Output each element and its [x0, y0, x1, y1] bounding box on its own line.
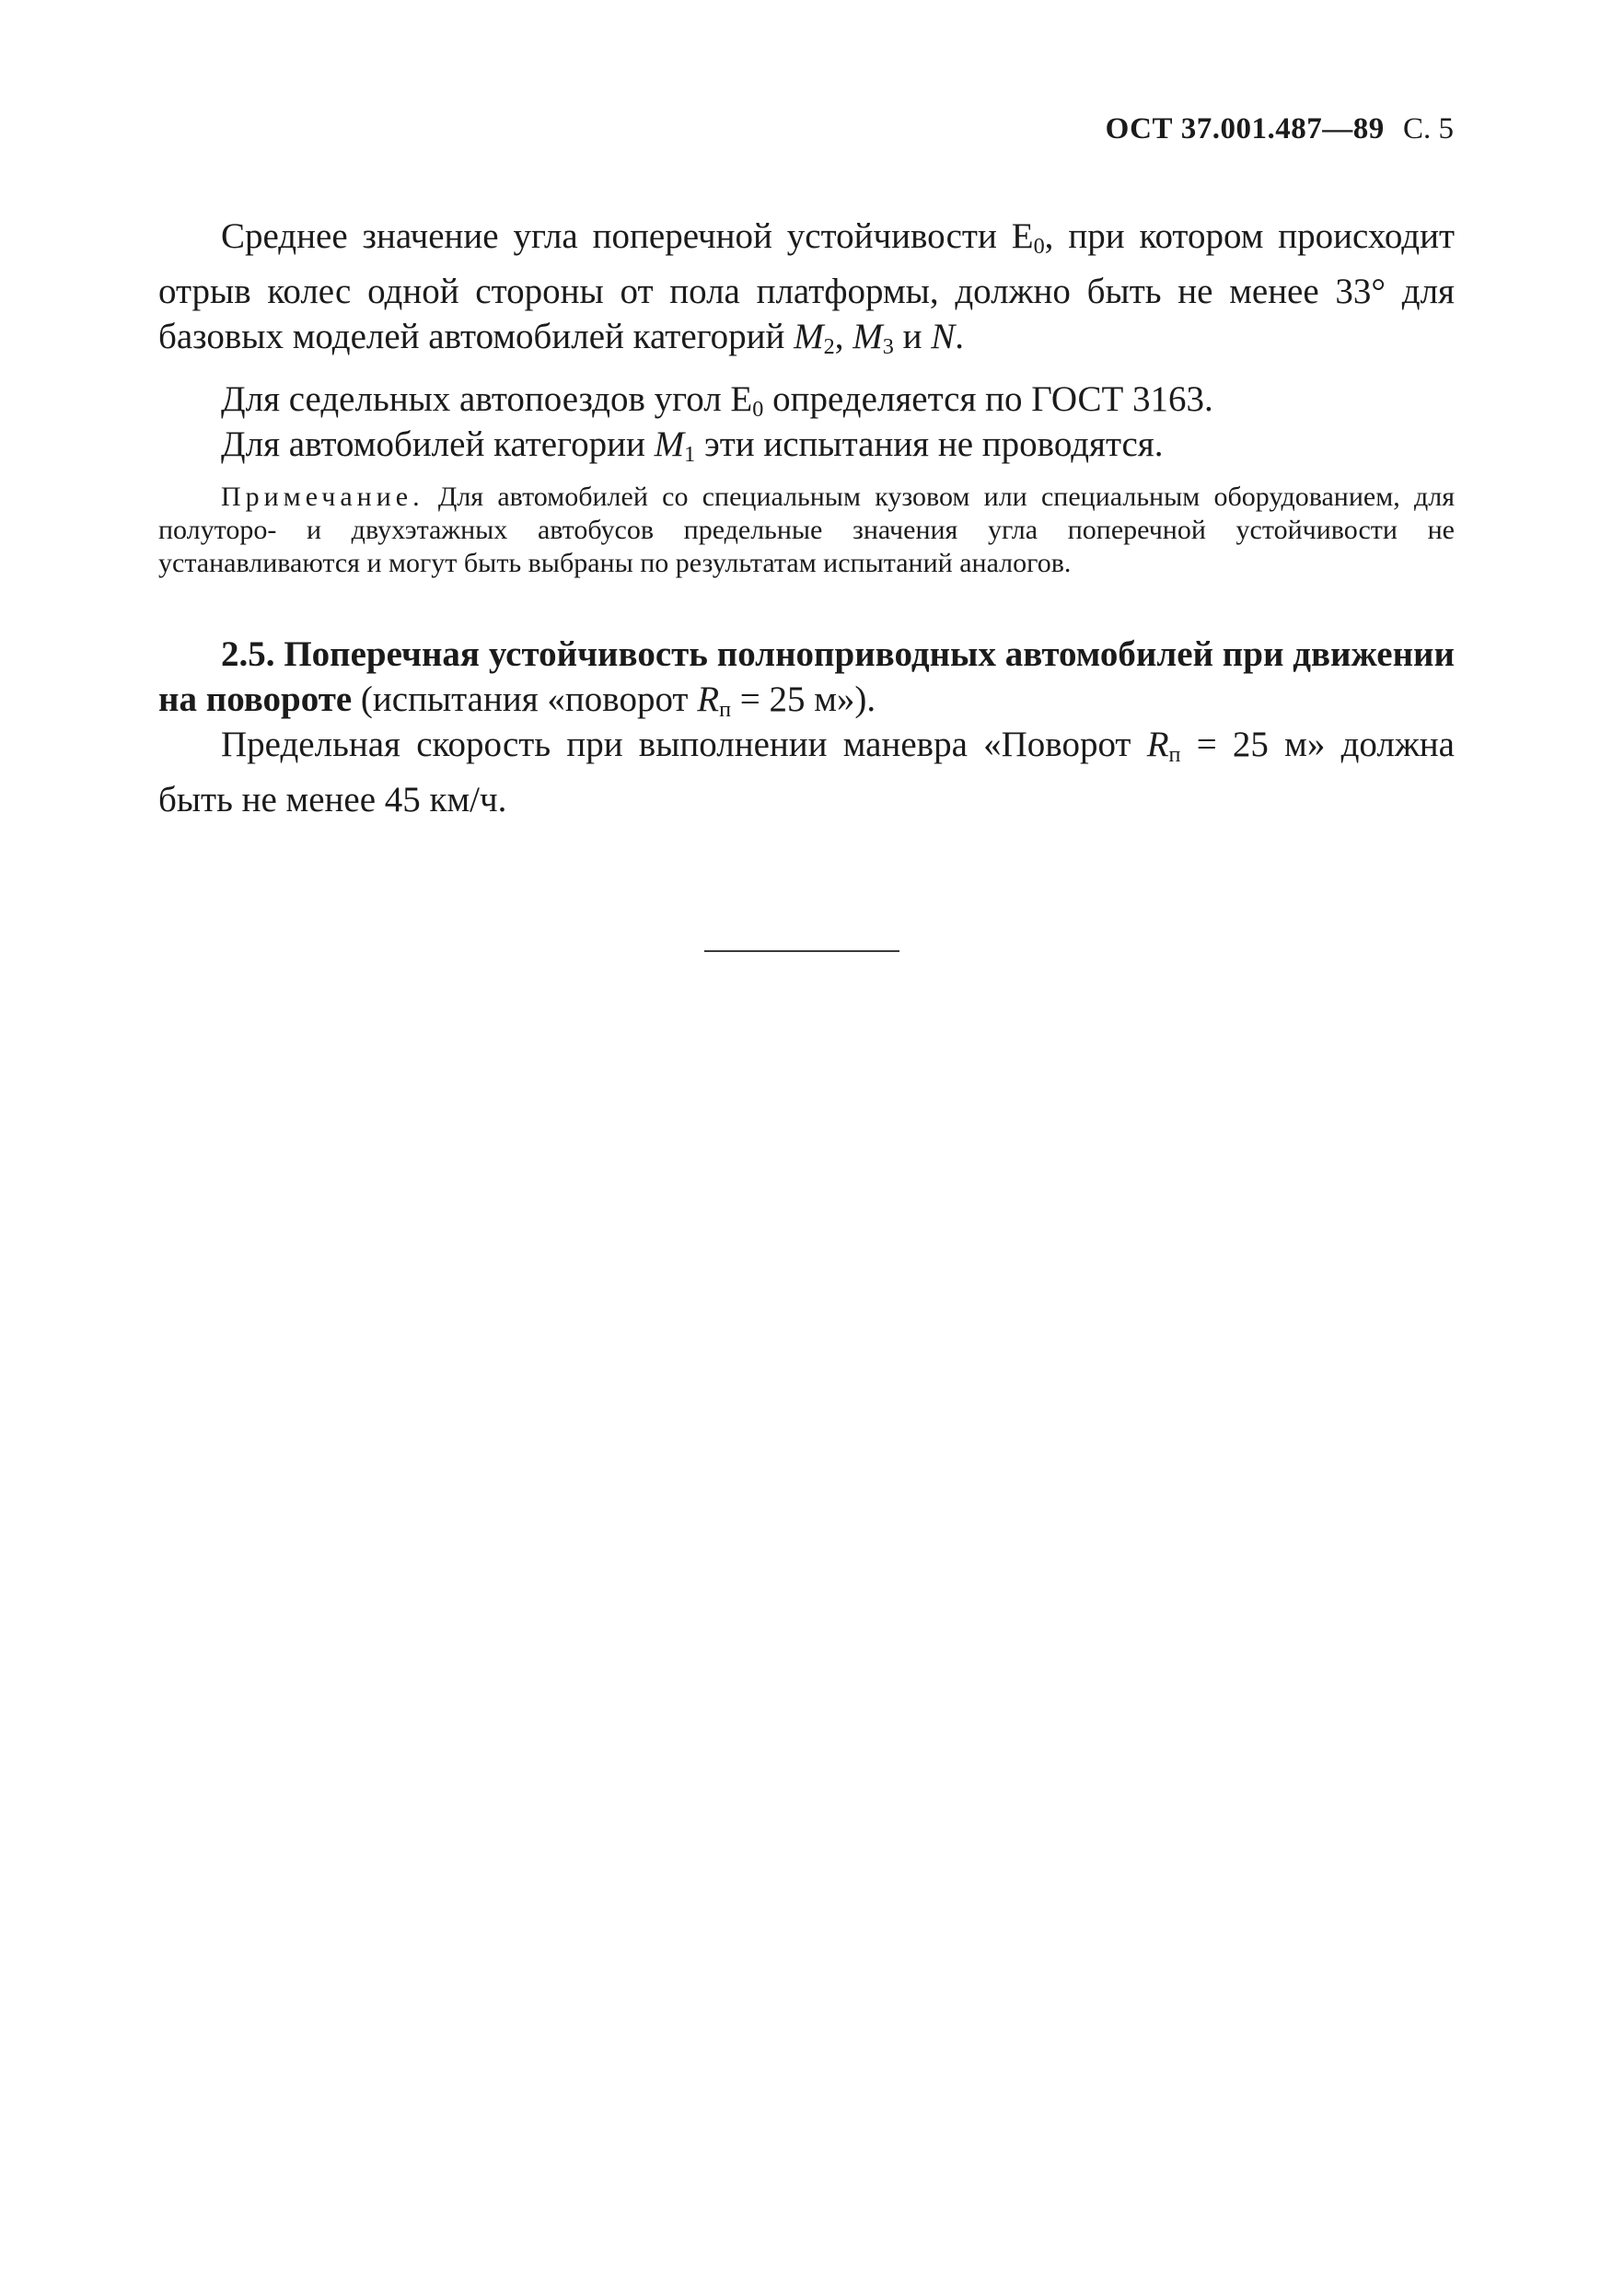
section-2-5-title: 2.5. Поперечная устойчивость полноприводных автомобилей при движении на повороте	[158, 634, 1455, 719]
paragraph-speed-limit: Предельная скорость при выполнении маневра «Поворот $R_п = 25$ м» должна быть не менее 45 км/ч.	[158, 725, 1455, 820]
section-2-5-heading: 2.5. Поперечная устойчивость полноприводных автомобилей при движении на повороте (испытания «поворот $R_п = 25$ м»).	[158, 634, 1455, 723]
note-label: Примечание.	[221, 482, 424, 512]
paragraph-category-m1: Для автомобилей категории $M_1$ эти испытания не проводятся.	[221, 424, 1164, 468]
note-paragraph	[158, 481, 1455, 580]
page-header	[1106, 112, 1454, 146]
end-divider	[704, 950, 899, 952]
page-number: С. 5	[1402, 112, 1454, 145]
paragraph-semitrailer: Для седельных автопоездов угол $Е_0$ определяется по ГОСТ 3163.	[221, 379, 1213, 423]
paragraph-stability-angle: Среднее значение угла поперечной устойчивости $Е_0$, при котором происходит отрыв колес одной стороны от пола платформы, должно быть не менее 33° для базовых моделей автомобилей категорий $M_2$, $M_3$ и N.	[158, 216, 1455, 360]
note-text: Для автомобилей со специальным кузовом или специальным оборудованием, для полуторо- и двухэтажных автобусов предельные значения угла поперечной устойчивости не устанавливаются и могут быть выбраны по результатам испытаний аналогов.	[158, 482, 1455, 578]
standard-code: ОСТ 37.001.487—89	[1105, 112, 1385, 145]
